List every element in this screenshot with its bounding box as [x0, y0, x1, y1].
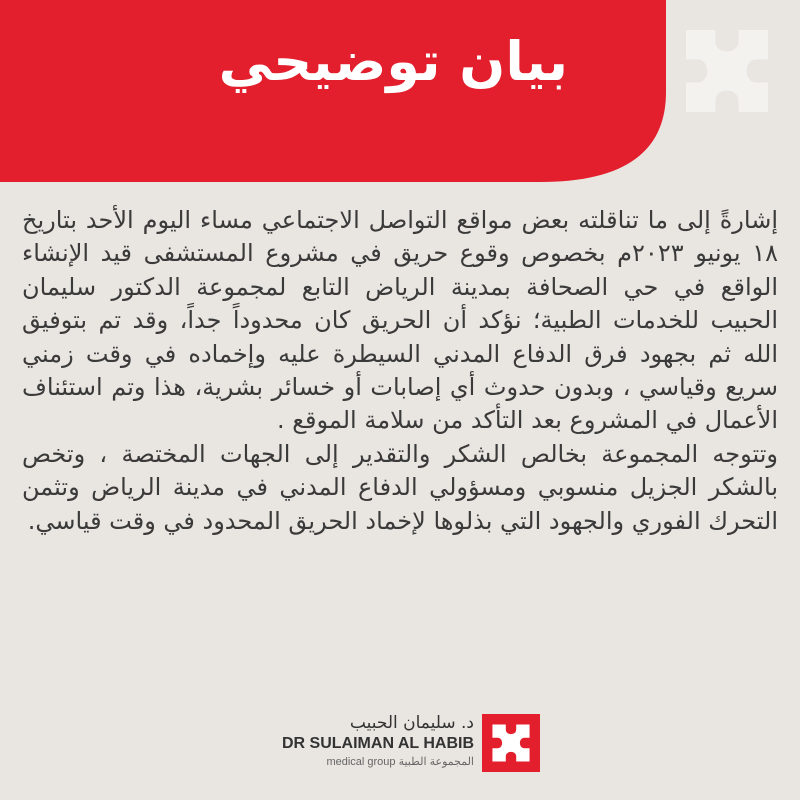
- statement-paragraph: إشارةً إلى ما تناقلته بعض مواقع التواصل الاجتماعي مساء اليوم الأحد بتاريخ ١٨ يونيو ٢٠٢٣م بخصوص وقوع حريق في مشروع المستشفى قيد الإنشاء الواقع في حي الصحافة بمدينة الرياض التابع لمجموعة الدكتور سليمان الحبيب للخدمات الطبية؛ نؤكد أن الحريق كان محدوداً جداً، وقد تم بتوفيق الله ثم بجهود فرق الدفاع المدني السيطرة عليه وإخماده في وقت زمني سريع وقياسي ، وبدون حدوث أي إصابات أو خسائر بشرية، هذا وتم استئناف الأعمال في المشروع بعد التأكد من سلامة الموقع .: [22, 206, 778, 435]
- habib-cross-logo-icon: [686, 30, 768, 112]
- brand-name-arabic: د. سليمان الحبيب: [349, 713, 474, 733]
- statement-paragraph: وتتوجه المجموعة بخالص الشكر والتقدير إلى الجهات المختصة ، وتخص بالشكر الجزيل منسوبي ومسؤولي الدفاع المدني في مدينة الرياض وتثمن التحرك الفوري والجهود التي بذلوها لإخماد الحريق المحدود في وقت قياسي.: [22, 439, 778, 535]
- brand-name-english: DR SULAIMAN AL HABIB: [282, 735, 474, 752]
- statement-body: [22, 204, 778, 538]
- page-title: بيان توضيحي: [218, 30, 568, 93]
- habib-cross-logo-icon: [482, 714, 540, 772]
- brand-signature: [262, 712, 542, 774]
- brand-subtitle: medical group المجموعة الطبية: [326, 756, 474, 768]
